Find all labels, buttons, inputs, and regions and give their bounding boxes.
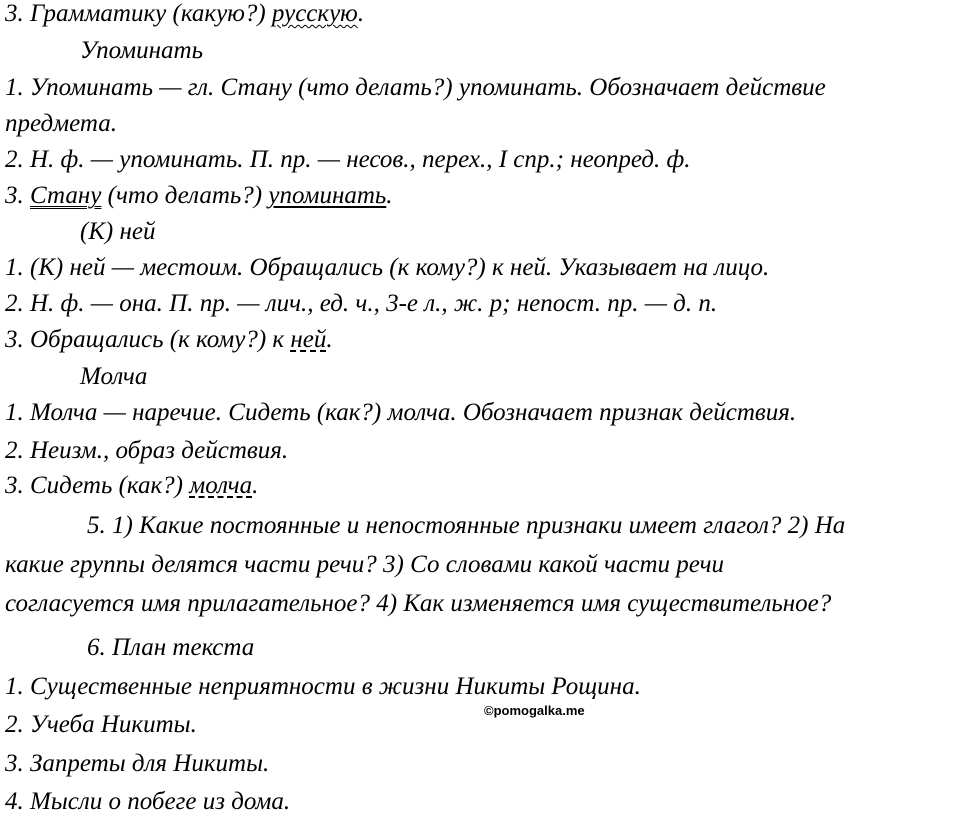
text-line-grammar — [5, 0, 364, 32]
text-line: 2. Неизм., образ действия. — [5, 437, 289, 464]
question-line: 5. 1) Какие постоянные и непостоянные признаки имеет глагол? 2) На — [87, 512, 846, 539]
text-line-syntax — [5, 322, 333, 358]
plan-item: 2. Учеба Никиты. — [5, 711, 197, 738]
dashed-underlined-word: ней — [290, 326, 327, 353]
dashed-underlined-word: молча — [189, 472, 253, 499]
text-line: 1. (К) ней — местоим. Обращались (к кому?) к ней. Указывает на лицо. — [5, 254, 770, 281]
text-segment: 3. Сидеть (как?) — [5, 472, 190, 499]
text-line: 2. Н. ф. — она. П. пр. — лич., ед. ч., 3-е л., ж. р; непост. пр. — д. п. — [5, 290, 718, 317]
heading-k-nei: (К) ней — [80, 218, 156, 245]
heading-upominat: Упоминать — [80, 37, 203, 64]
text-segment: . — [357, 0, 365, 27]
text-segment: 3. Обращались (к кому?) к — [5, 326, 291, 353]
text-line: 1. Молча — наречие. Сидеть (как?) молча. Обозначает признак действия. — [5, 399, 797, 426]
text-segment: . — [252, 472, 259, 499]
double-underlined-word: Стану — [30, 182, 102, 209]
plan-item: 1. Существенные неприятности в жизни Никиты Рощина. — [5, 673, 641, 700]
question-line: согласуется имя прилагательное? 4) Как изменяется имя существительное? — [5, 590, 832, 617]
text-line: 2. Н. ф. — упоминать. П. пр. — несов., перех., I спр.; неопред. ф. — [5, 146, 691, 173]
plan-item: 3. Запреты для Никиты. — [5, 750, 270, 777]
text-segment: 3. — [5, 182, 30, 209]
question-line: какие группы делятся части речи? 3) Со словами какой части речи — [5, 551, 724, 578]
watermark: ©pomogalka.me — [484, 703, 585, 718]
underlined-word: упоминать — [268, 182, 387, 209]
text-line-syntax — [5, 178, 393, 214]
heading-molcha: Молча — [80, 363, 148, 390]
plan-item: 4. Мысли о побеге из дома. — [5, 788, 291, 815]
text-line-syntax — [5, 468, 258, 504]
text-line: предмета. — [5, 110, 117, 137]
text-segment: . — [326, 326, 333, 353]
wavy-underlined-word: русскую — [271, 0, 358, 27]
heading-plan: 6. План текста — [87, 634, 255, 661]
text-segment: . — [386, 182, 393, 209]
text-segment: (что делать?) — [101, 182, 269, 209]
text-line: 1. Упоминать — гл. Стану (что делать?) упоминать. Обозначает действие — [5, 74, 826, 101]
text-segment: 3. Грамматику (какую?) — [5, 0, 272, 27]
